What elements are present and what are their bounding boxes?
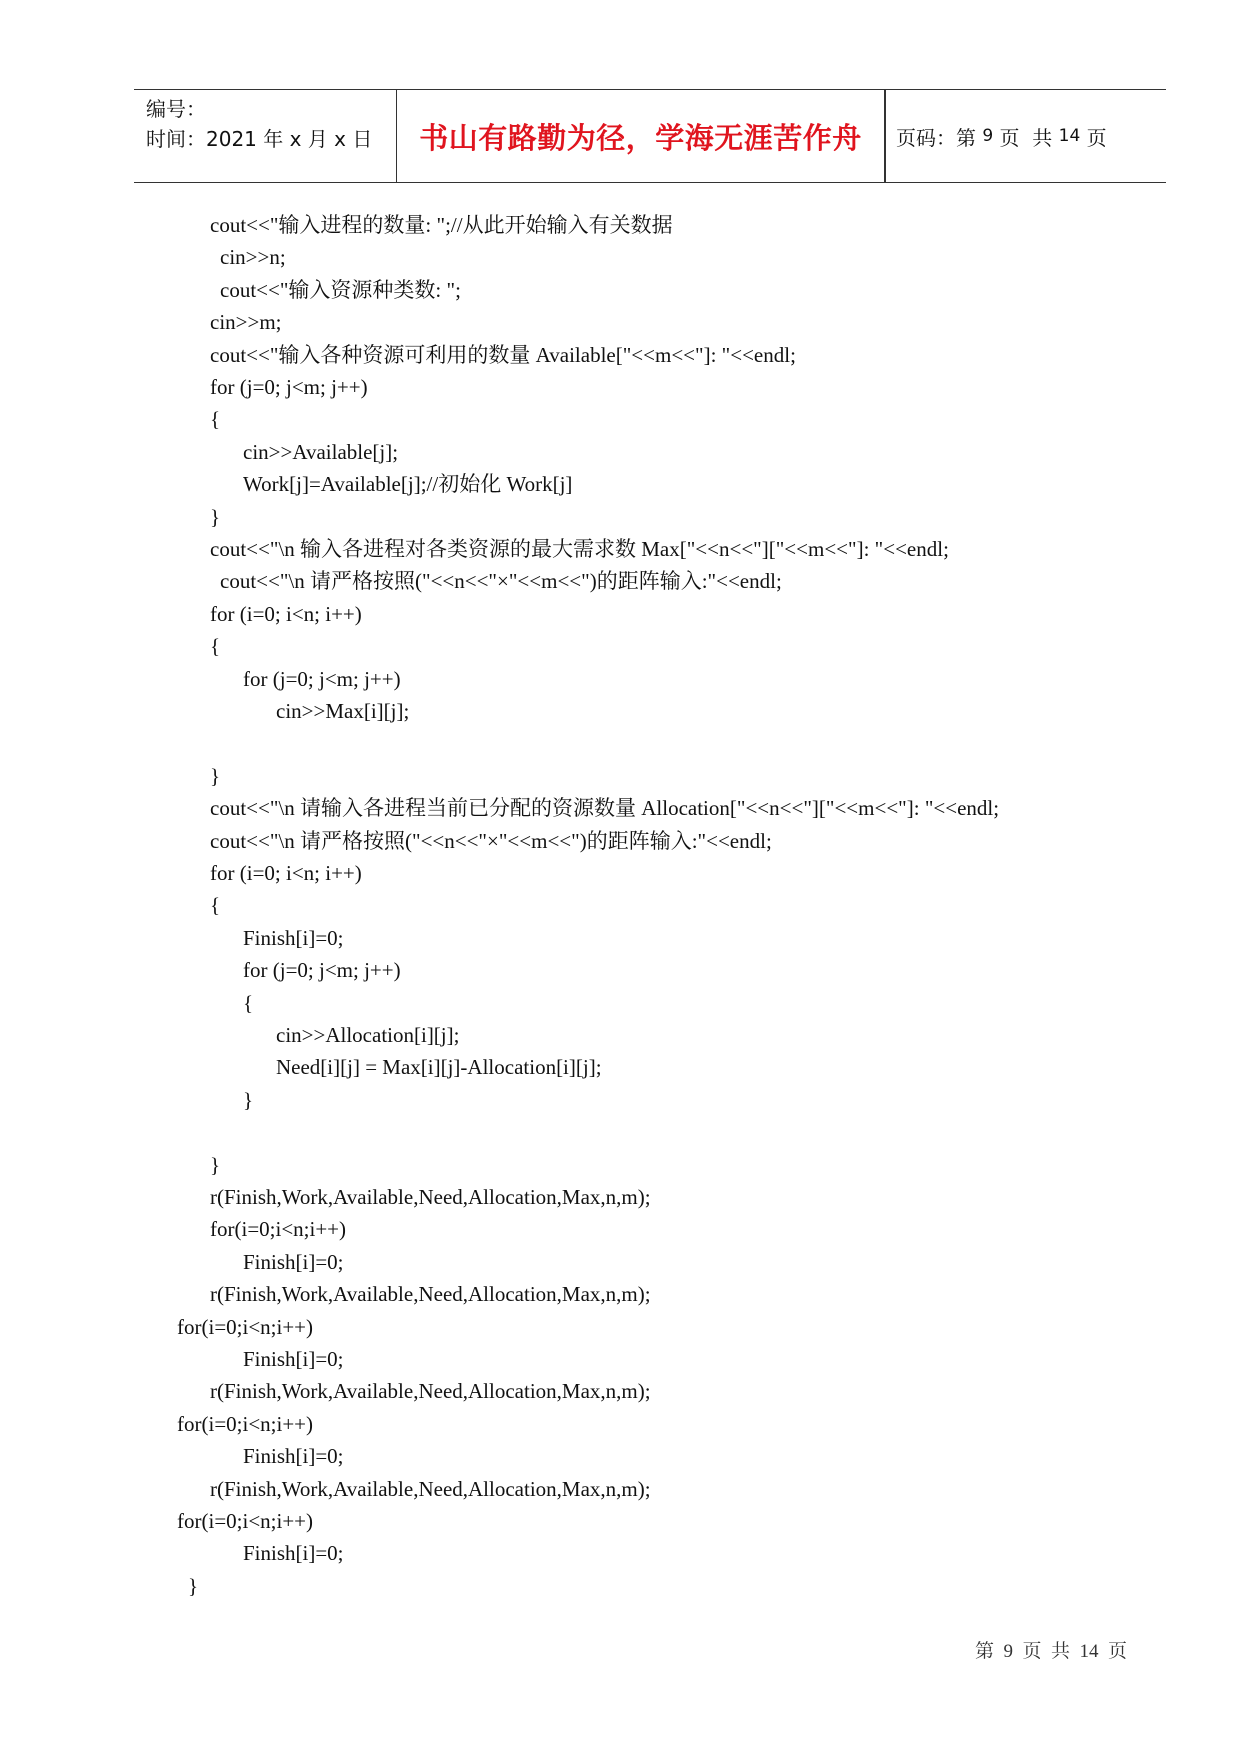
code-line: r(Finish,Work,Available,Need,Allocation,Max,n,m); <box>210 1476 651 1501</box>
code-line: { <box>210 634 221 659</box>
code-line: cin>>n; <box>220 245 286 270</box>
code-line: } <box>210 763 221 788</box>
code-line: cin>>Allocation[i][j]; <box>276 1023 460 1047</box>
header-page-indicator <box>896 90 1107 182</box>
page-total: 14 <box>1058 126 1081 146</box>
code-line: { <box>210 407 221 432</box>
code-line: Finish[i]=0; <box>243 1541 344 1566</box>
code-line: for (j=0; j<m; j++) <box>243 666 401 691</box>
code-line: Finish[i]=0; <box>243 925 344 950</box>
code-line: for(i=0;i<n;i++) <box>177 1411 314 1436</box>
page-current: 9 <box>982 126 994 146</box>
code-line: } <box>188 1573 199 1598</box>
code-line: cin>>Max[i][j]; <box>276 699 410 723</box>
code-line: r(Finish,Work,Available,Need,Allocation,Max,n,m); <box>210 1185 651 1209</box>
page-label: 页码：第 <box>896 125 983 150</box>
code-line: for (j=0; j<m; j++) <box>243 958 401 983</box>
code-line: cout<<"输入资源种类数: "; <box>220 277 461 302</box>
code-line: Work[j]=Available[j];//初始化 Work[j] <box>243 472 573 497</box>
code-line: for (i=0; i<n; i++) <box>210 601 362 626</box>
code-line: } <box>243 1087 254 1112</box>
code-line: cout<<"\n 输入各进程对各类资源的最大需求数 Max["<<n<<"]["<<m<<"]: "<<endl; <box>210 537 949 561</box>
code-line: cout<<"输入各种资源可利用的数量 Available["<<m<<"]: "<<endl; <box>210 342 796 367</box>
code-line: r(Finish,Work,Available,Need,Allocation,Max,n,m); <box>210 1282 651 1307</box>
code-line: } <box>210 504 221 529</box>
header-divider-right <box>884 90 886 182</box>
code-line: cin>>Available[j]; <box>243 439 399 464</box>
code-line: cout<<"\n 请严格按照("<<n<<"×"<<m<<")的距阵输入:"<<endl; <box>220 569 782 594</box>
page-mid-label: 页 共 <box>993 125 1059 150</box>
code-line: Finish[i]=0; <box>243 1444 344 1469</box>
code-line: for(i=0;i<n;i++) <box>177 1509 314 1533</box>
code-line: for(i=0;i<n;i++) <box>177 1314 314 1339</box>
code-line: cout<<"\n 请严格按照("<<n<<"×"<<m<<")的距阵输入:"<<endl; <box>210 828 772 853</box>
header-motto: 书山有路勤为径，学海无涯苦作舟 <box>419 120 862 155</box>
code-line: for (j=0; j<m; j++) <box>210 375 368 399</box>
code-line: cin>>m; <box>210 310 282 335</box>
code-line: { <box>243 990 254 1015</box>
document-number-label: 编号： <box>146 97 206 121</box>
document-time-label: 时间：2021 年 x 月 x 日 <box>146 127 373 151</box>
code-line: for(i=0;i<n;i++) <box>210 1217 347 1242</box>
page-end-label: 页 <box>1080 125 1107 150</box>
code-line: r(Finish,Work,Available,Need,Allocation,Max,n,m); <box>210 1379 651 1404</box>
code-line: Finish[i]=0; <box>243 1249 344 1274</box>
page-header <box>134 89 1166 183</box>
page-footer: 第 9 页 共 14 页 <box>975 1641 1128 1662</box>
code-line: Need[i][j] = Max[i][j]-Allocation[i][j]; <box>276 1055 602 1080</box>
code-line: cout<<"\n 请输入各进程当前已分配的资源数量 Allocation["<<n<<"]["<<m<<"]: "<<endl; <box>210 796 1000 821</box>
code-line: } <box>210 1152 221 1177</box>
header-meta <box>146 94 372 154</box>
code-line: for (i=0; i<n; i++) <box>210 861 362 885</box>
code-line: Finish[i]=0; <box>243 1347 344 1371</box>
code-line: { <box>210 893 221 918</box>
code-line: cout<<"输入进程的数量: ";//从此开始输入有关数据 <box>210 213 673 237</box>
